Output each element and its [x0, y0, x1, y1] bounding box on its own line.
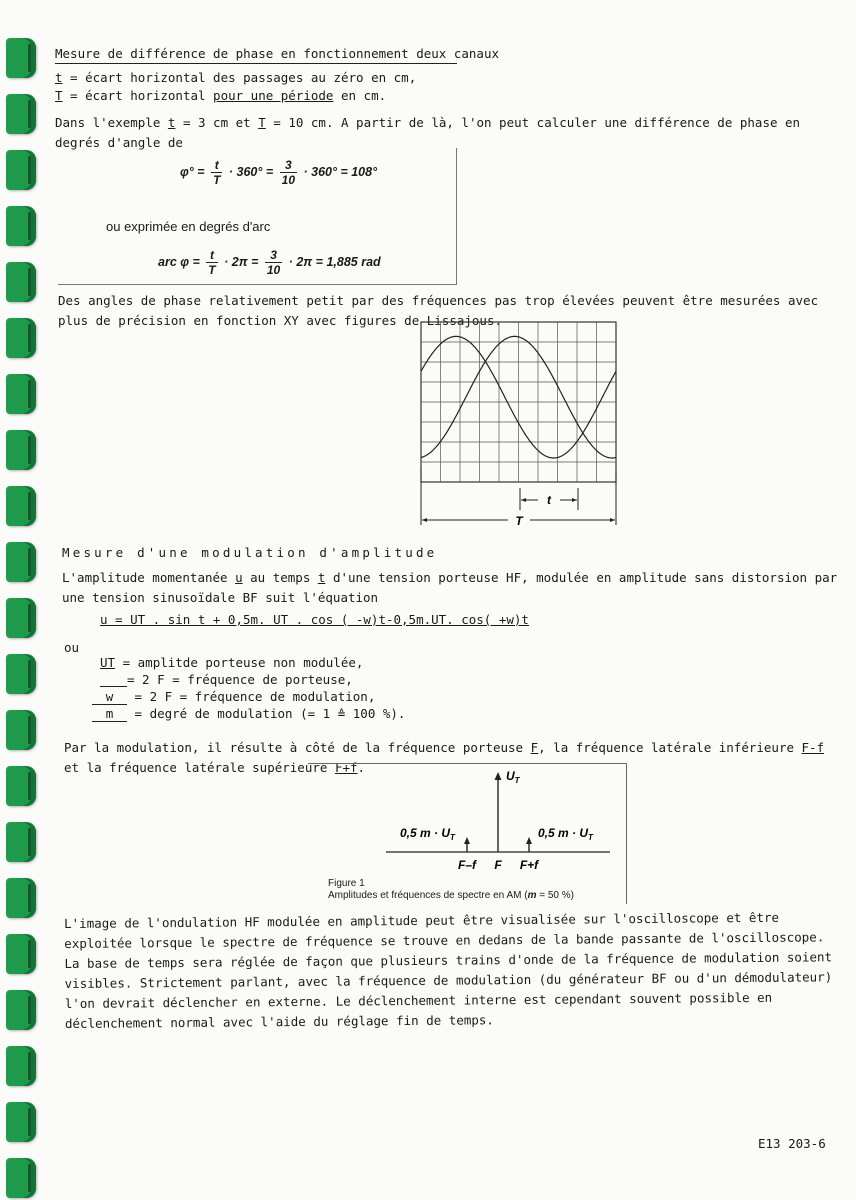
carrier-arrowhead — [495, 772, 502, 780]
binding-ring — [6, 1102, 36, 1142]
binding-ring — [6, 598, 36, 638]
binding-ring — [6, 1046, 36, 1086]
x-label-upper: F+f — [519, 858, 539, 872]
binding-ring — [6, 934, 36, 974]
binding-ring — [6, 654, 36, 694]
am-def-m: m = degré de modulation (= 1 ≙ 100 %). — [92, 706, 405, 722]
am-intro: L'amplitude momentanée u au temps t d'une tension porteuse HF, modulée en amplitude sans distorsion par une tension sinusoïdale BF suit l'équation — [62, 570, 838, 605]
am-def-carrier: = 2 F = fréquence de porteuse, — [100, 672, 353, 687]
binding-ring — [6, 38, 36, 78]
formula-radians: arc φ = $\frac{t}{T}$ · 2π = $\frac{3}{10}$ · 2π = 1,885 rad — [158, 248, 381, 277]
binding-ring — [6, 766, 36, 806]
binding-ring — [6, 710, 36, 750]
am-equation: u = UT . sin t + 0,5m. UT . cos ( -w)t-0,5m.UT. cos( +w)t — [100, 612, 529, 627]
binding-ring — [6, 262, 36, 302]
definition-t: t = écart horizontal des passages au zéro en cm, — [55, 70, 417, 85]
binding-ring — [6, 822, 36, 862]
upper-sideband-label: 0,5 $m \cdot U_T$ — [538, 826, 593, 842]
binding-ring — [6, 486, 36, 526]
binding-ring — [6, 94, 36, 134]
am-def-w: w = 2 F = fréquence de modulation, — [92, 689, 375, 705]
am-heading: Mesure d'une modulation d'amplitude — [62, 545, 438, 560]
definition-T: T = écart horizontal pour une période en cm. — [55, 88, 387, 103]
binding-ring — [6, 430, 36, 470]
binding-ring — [6, 374, 36, 414]
binding-ring — [6, 150, 36, 190]
binding-ring — [6, 542, 36, 582]
x-label-lower: F–f — [458, 858, 476, 872]
T-label: T — [515, 514, 523, 528]
am-def-UT: UT = amplitde porteuse non modulée, — [100, 655, 364, 670]
binding-ring — [6, 206, 36, 246]
page-id: E13 203-6 — [758, 1136, 826, 1151]
example-paragraph: Dans l'exemple t = 3 cm et T = 10 cm. A partir de là, l'on peut calculer une différence de phase en degrés d'angle de — [55, 115, 801, 150]
symbol-T: T — [55, 88, 63, 103]
spectrum-figure — [370, 765, 630, 885]
phase-heading: Mesure de différence de phase en fonctionnement deux canaux — [55, 46, 457, 64]
binding-ring — [6, 1158, 36, 1198]
binding-ring — [6, 990, 36, 1030]
spiral-binding — [0, 0, 40, 1200]
binding-ring — [6, 878, 36, 918]
oscilloscope-paragraph: L'image de l'ondulation HF modulée en amplitude peut être visualisée sur l'oscilloscope et être exploitée lorsque le spectre de fréquence se trouve en dedans de la bande passante de l'oscilloscope. La base de temps sera réglée de façon que plusieurs trains d'onde de la fréquence de modulation soient visibles. Strictement parlant, avec la fréquence de modulation (du générateur BF ou d'un démodulateur) l'on devrait déclencher en externe. Le déclenchement interne est cependant souvent possible en déclenchement normal avec l'aide du réglage fin de temps. — [64, 909, 833, 1031]
binding-ring — [6, 318, 36, 358]
symbol-t: t — [55, 70, 63, 85]
lissajous-paragraph: Des angles de phase relativement petit par des fréquences pas trop élevées peuvent être mesurées avec plus de précision en fonction XY avec figures de Lissajous. — [58, 293, 819, 328]
arc-intro: ou exprimée en degrés d'arc — [106, 219, 271, 234]
figure-caption: Amplitudes et fréquences de spectre en AM (m = 50 %) — [328, 890, 574, 901]
sideband-paragraph: Par la modulation, il résulte à côté de la fréquence porteuse F, la fréquence latérale inférieure F-f et la fréquence latérale supérieure F+f. — [64, 740, 825, 775]
lower-sideband-label: 0,5 $m \cdot U_T$ — [400, 826, 455, 842]
scope-grid — [421, 322, 616, 482]
carrier-label: $U_T$ — [506, 769, 520, 785]
ou-label: ou — [64, 640, 80, 655]
formula-degrees: φ° = $\frac{t}{T}$ · 360° = $\frac{3}{10}$ · 360° = 108° — [180, 158, 378, 187]
figure-title: Figure 1 — [328, 878, 365, 889]
oscilloscope-figure — [410, 318, 635, 533]
t-label: t — [547, 493, 551, 507]
x-label-carrier: F — [494, 858, 502, 872]
